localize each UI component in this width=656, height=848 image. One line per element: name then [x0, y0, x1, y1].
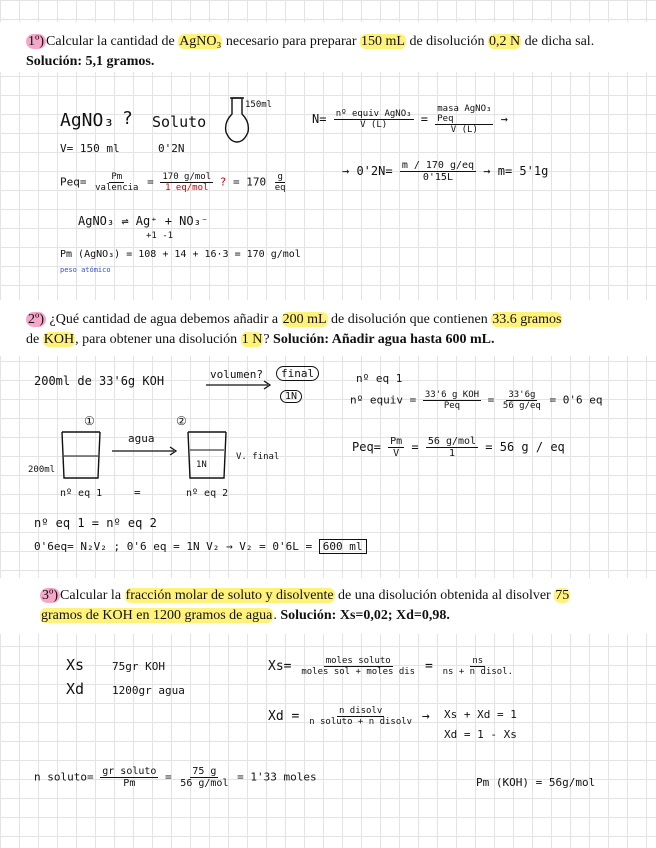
notes2-vol200: 200ml [28, 465, 56, 475]
highlight-150ml: 150 mL [360, 34, 405, 49]
notes2-equals: = [134, 486, 141, 499]
notes2-beaker2-label: nº eq 2 [186, 488, 229, 499]
notes2-nequiv: nº equiv = $\frac{\text{33'6 g KOH}}{\text{Peq}}$ = $\frac{33'6g}{56 g/eq}$ = 0'6 eq [350, 390, 603, 411]
problem1-solution: Solución: 5,1 gramos. [26, 54, 155, 69]
problem1-statement: 1º) Calcular la cantidad de AgNO₃ necesario para preparar 150 mL de disolución 0,2 N de dicha sal. Solución: 5,1 gramos. [26, 34, 595, 69]
notes1-question: ? [122, 108, 133, 129]
highlight-75: 75 [555, 588, 570, 603]
notes1-pm-small: peso atómico [60, 266, 111, 274]
notes3-nsoluto: n soluto= $\frac{\text{gr soluto}}{Pm}$ = $\frac{75 g}{\text{56 g/mol}}$ = 1'33 moles [34, 766, 317, 789]
notes1-step2: → 0'2N= $\frac{m / 170 g/eq}{0'15L}$ → m= 5'1g [342, 160, 549, 183]
notes2-volumen: volumen? [210, 368, 263, 381]
problem1-number: 1º) [28, 34, 45, 49]
highlight-200ml: 200 mL [282, 312, 327, 327]
notes1-volume: V= 150 ml [60, 142, 120, 155]
circle-2: ② [176, 414, 187, 428]
highlight-02n: 0,2 N [488, 34, 521, 49]
beaker-2-icon [182, 428, 232, 482]
notes2-vfinal: V. final [236, 452, 280, 462]
notes2-line1: 200ml de 33'6g KOH [34, 374, 165, 388]
circle-1: ① [84, 414, 95, 428]
problem3-solution: Solución: Xs=0,02; Xd=0,98. [280, 608, 450, 623]
notes2-eq-line2: 0'6eq= N₂V₂ ; 0'6 eq = 1N V₂ → V₂ = 0'6L = 600 ml [34, 540, 367, 553]
notes1-ion: AgNO₃ ⇌ Ag⁺ + NO₃⁻ [78, 214, 209, 228]
problem2-statement: 2º) ¿Qué cantidad de agua debemos añadir a 200 mL de disolución que contienen 33.6 gramos de KOH, para obtener una disolución 1 N? Solución: Añadir agua hasta 600 mL. [26, 312, 562, 347]
notes3-sum1: Xs + Xd = 1 [444, 708, 517, 721]
notes2-agua: agua [128, 432, 155, 445]
notes2-1n: 1N [280, 390, 302, 403]
notes2-neq: nº eq 1 [356, 372, 403, 385]
problem3-statement: 3º) Calcular la fracción molar de soluto y disolvente de una disolución obtenida al disolver 75 gramos de KOH en 1200 gramos de agua. Solución: Xs=0,02; Xd=0,98. [41, 588, 570, 623]
notes3-xs-val: 75gr KOH [112, 660, 165, 673]
notes1-normality: 0'2N [158, 142, 185, 155]
notes3-xd: Xd [66, 680, 85, 698]
notes3-xs: Xs [66, 656, 85, 674]
notes1-n-formula: N= $\frac{\text{nº equiv AgNO₃}}{V (L)}$ = masa AgNO₃ Peq V (L) → [312, 104, 508, 135]
notes3-sum2: Xd = 1 - Xs [444, 728, 517, 741]
notes3-xd-formula: Xd = $\frac{\text{n disolv}}{\text{n soluto + n disolv}}$ → [268, 706, 430, 727]
notes2-beaker1-label: nº eq 1 [60, 488, 103, 499]
highlight-1n: 1 N [241, 332, 263, 347]
notes2-1n-inside: 1N [196, 460, 207, 470]
notes3-pm-koh: Pm (KOH) = 56g/mol [476, 776, 596, 789]
notes2-peq: Peq= $\frac{Pm}{V}$ = $\frac{\text{56 g/mol}}{1}$ = 56 g / eq [352, 436, 565, 459]
problem2-number: 2º) [28, 312, 45, 327]
notes1-pm: Pm (AgNO₃) = 108 + 14 + 16·3 = 170 g/mol [60, 249, 301, 260]
highlight-33g: 33.6 gramos [492, 312, 562, 327]
notes2-final: final [276, 366, 319, 381]
notes2-eq-line1: nº eq 1 = nº eq 2 [34, 516, 157, 530]
problem3-number: 3º) [42, 588, 59, 603]
highlight-koh: KOH [43, 332, 75, 347]
arrow-volumen [204, 380, 274, 390]
highlight-agno3: AgNO₃ [179, 34, 222, 49]
notes1-formula: AgNO₃ [60, 110, 115, 131]
highlight-fraccion: fracción molar de soluto y disolvente [125, 588, 334, 603]
notes2-result: 600 ml [319, 539, 367, 554]
notes1-ion-charges: +1 -1 [146, 231, 174, 241]
notes1-flask-label: 150ml [245, 100, 273, 110]
notes3-xd-val: 1200gr agua [112, 684, 185, 697]
problem2-solution: Solución: Añadir agua hasta 600 mL. [273, 332, 495, 347]
notes3-xs-formula: Xs= $\frac{\text{moles soluto}}{\text{moles sol + moles dis}}$ = $\frac{ns}{\text{ns + n disol.}}$ [268, 656, 514, 677]
notes1-soluto: Soluto [152, 113, 207, 131]
notes1-peq: Peq= $\frac{Pm}{\text{valencia}}$ = $\frac{\text{170 g/mol}}{\text{1 eq/mol}}$ ? = 170 $\frac{g}{eq}$ [60, 172, 286, 193]
highlight-gramos: gramos de KOH en 1200 gramos de agua [41, 608, 273, 623]
beaker-1-icon [56, 428, 106, 482]
arrow-agua [110, 446, 180, 456]
